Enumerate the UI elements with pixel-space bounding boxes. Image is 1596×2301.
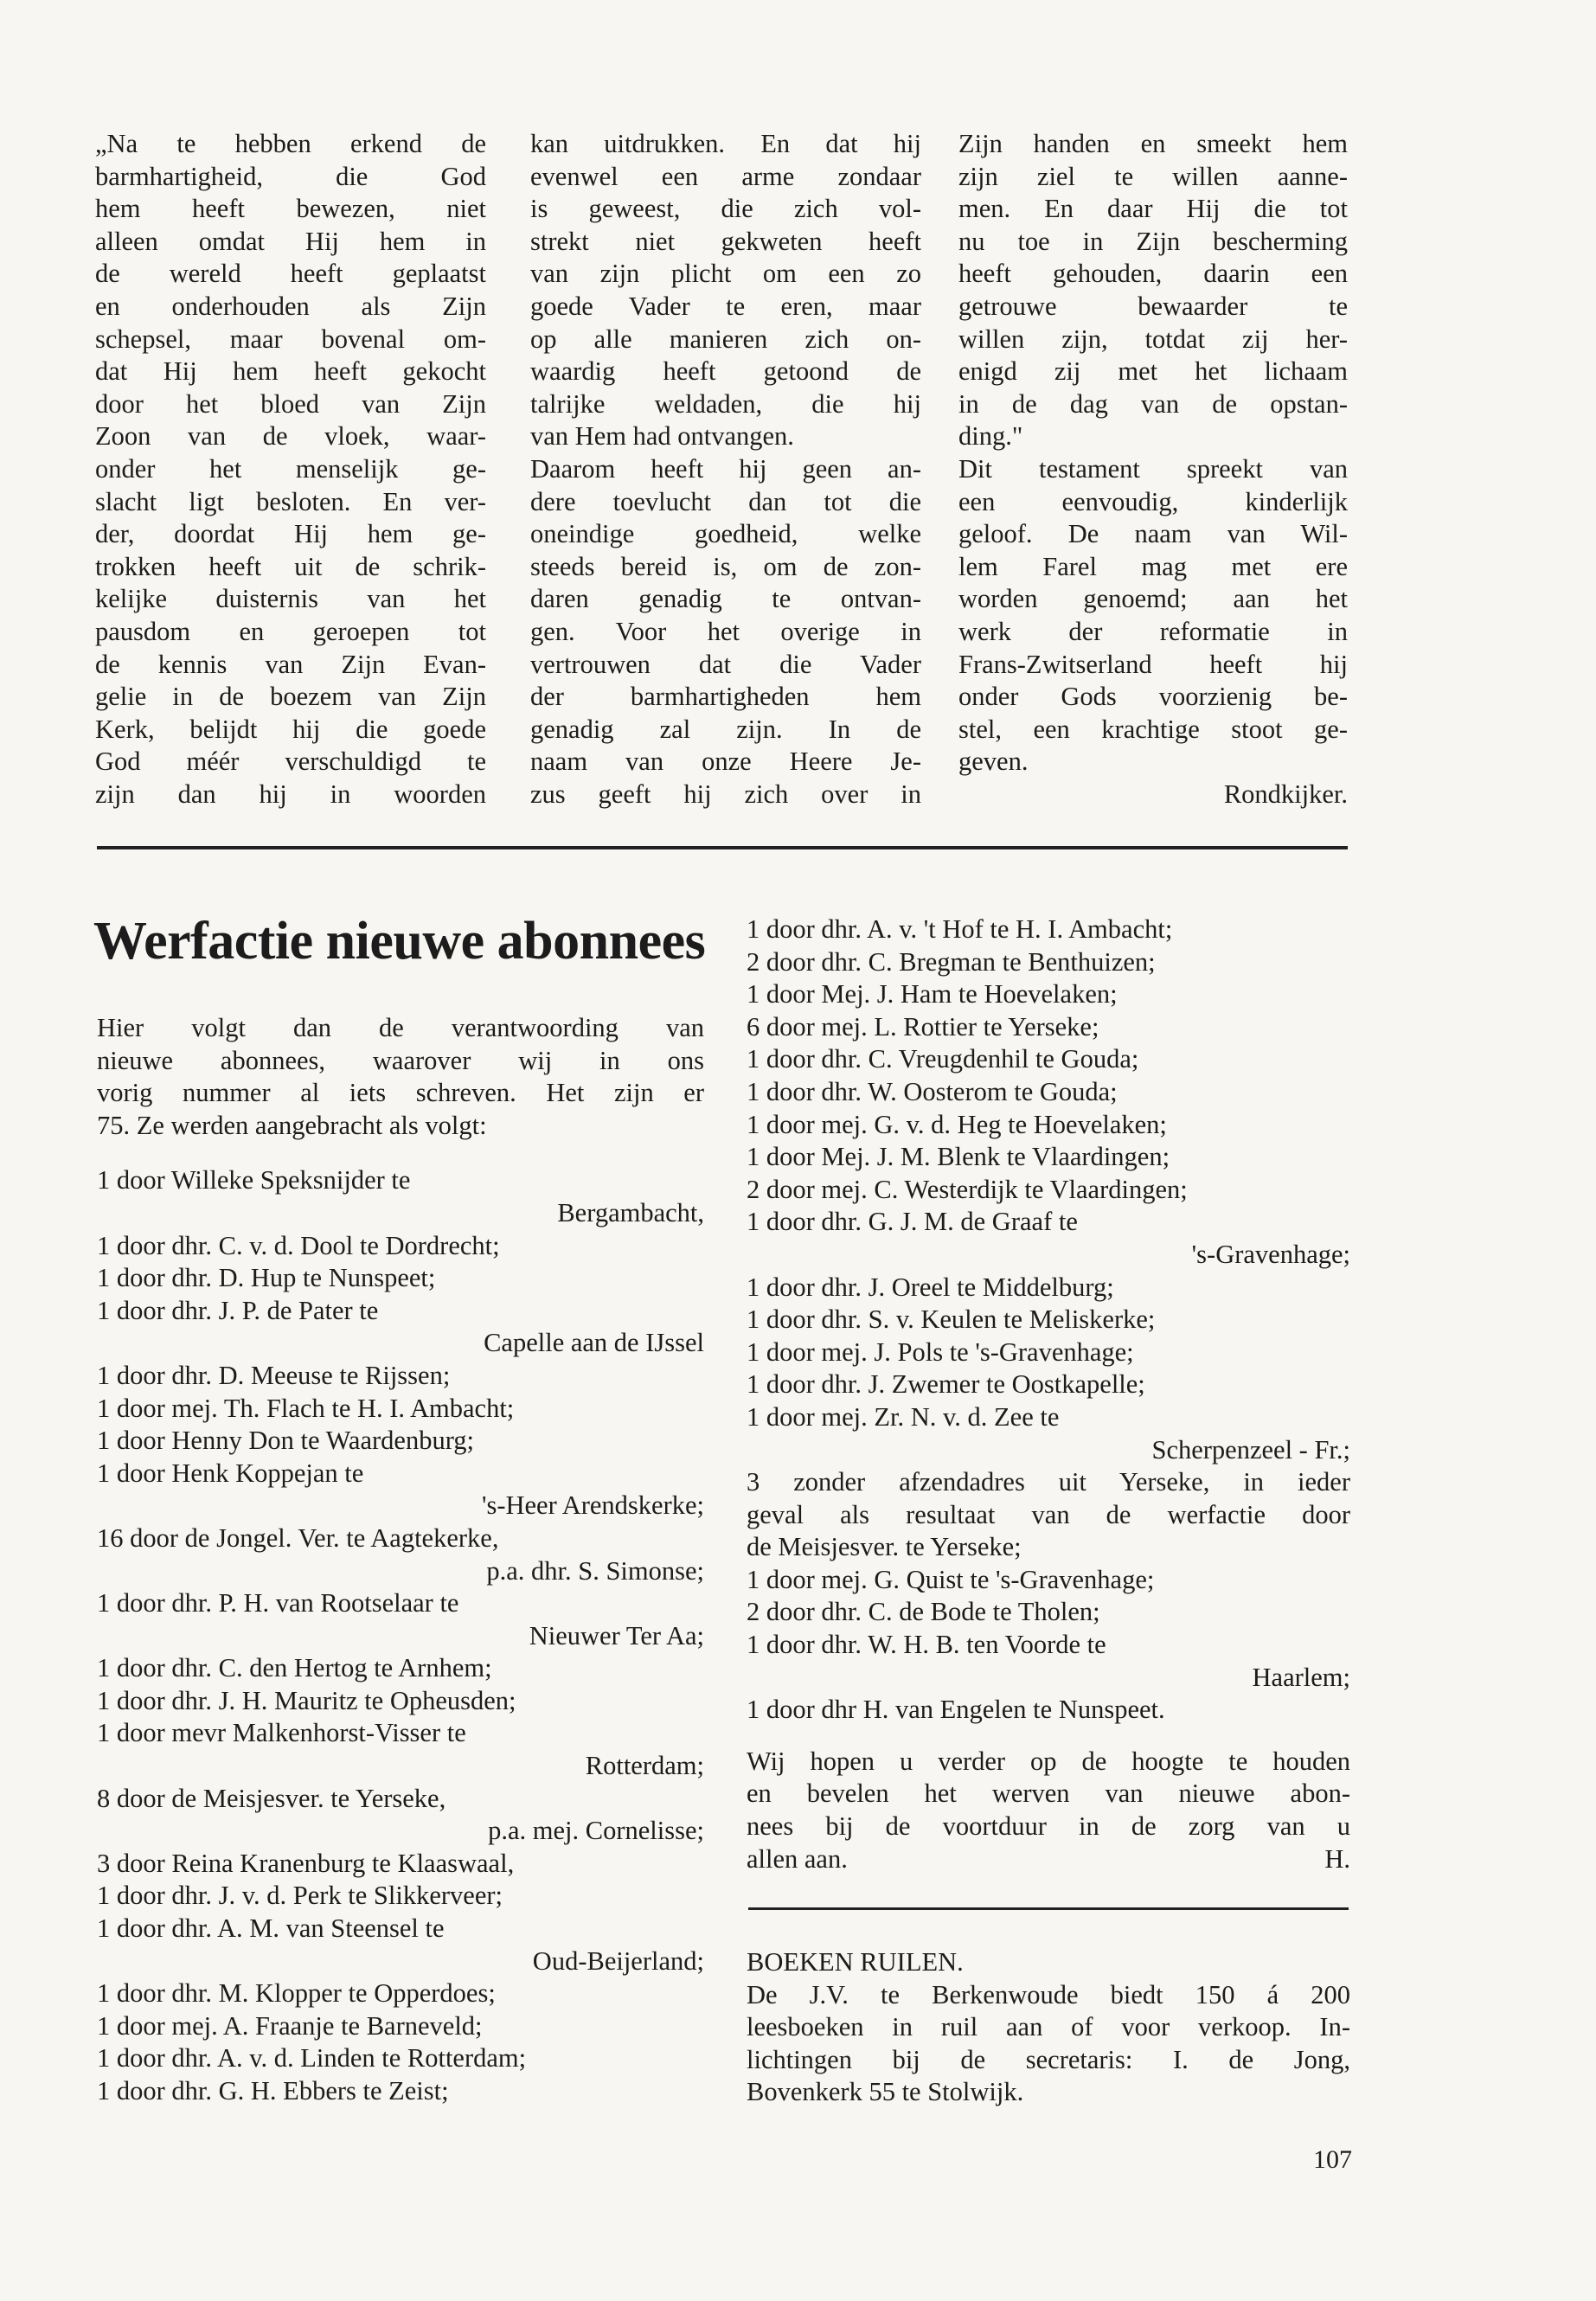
- werfactie-right-column: [747, 913, 1350, 1875]
- article-column-2: [530, 128, 921, 811]
- article-line: strekt niet gekweten heeft: [530, 226, 921, 256]
- article-line: op alle manieren zich on-: [530, 324, 921, 354]
- subscriber-entry: Capelle aan de IJssel: [484, 1328, 704, 1358]
- article-line: Daarom heeft hij geen an-: [530, 453, 921, 484]
- boeken-line: lichtingen bij de secretaris: I. de Jong,: [747, 2044, 1350, 2074]
- subscriber-entry: 1 door dhr. A. v. d. Linden te Rotterdam;: [97, 2043, 527, 2073]
- subscriber-entry: Oud-Beijerland;: [532, 1945, 704, 1976]
- article-line: getrouwe bewaarder te: [958, 291, 1348, 321]
- subscriber-entry: 1 door dhr. J. v. d. Perk te Slikkerveer;: [97, 1881, 503, 1911]
- article-line: dat Hij hem heeft gekocht: [95, 356, 486, 387]
- article-line: nu toe in Zijn bescherming: [958, 226, 1348, 256]
- article-line: is geweest, die zich vol-: [530, 194, 921, 224]
- article-title: Werfactie nieuwe abonnees: [93, 912, 706, 971]
- article-line: door het bloed van Zijn: [95, 388, 486, 419]
- article-signature: Rondkijker.: [1223, 779, 1348, 809]
- subscriber-entry: 1 door dhr. C. den Hertog te Arnhem;: [97, 1653, 492, 1683]
- article-line: lem Farel mag met ere: [958, 551, 1348, 581]
- subscriber-entry: 1 door Henny Don te Waardenburg;: [97, 1426, 475, 1456]
- article-line: genadig zal zijn. In de: [530, 714, 921, 744]
- article-line: geven.: [958, 747, 1029, 777]
- section-divider: [97, 846, 1348, 849]
- article-line: steeds bereid is, om de zon-: [530, 551, 921, 581]
- closing-signature: H.: [1324, 1843, 1350, 1874]
- article-line: een eenvoudig, kinderlijk: [958, 486, 1348, 516]
- article-line: dere toevlucht dan tot die: [530, 486, 921, 516]
- article-line: de kennis van Zijn Evan-: [95, 649, 486, 679]
- boeken-heading: BOEKEN RUILEN.: [747, 1947, 964, 1977]
- article-line: der, doordat Hij hem ge-: [95, 519, 486, 549]
- subscriber-entry: Scherpenzeel - Fr.;: [1151, 1434, 1350, 1465]
- article-line: pausdom en geroepen tot: [95, 616, 486, 646]
- article-line: men. En daar Hij die tot: [958, 194, 1348, 224]
- subscriber-entry: p.a. dhr. S. Simonse;: [486, 1555, 704, 1586]
- article-line: vertrouwen dat die Vader: [530, 649, 921, 679]
- article-line: barmhartigheid, die God: [95, 161, 486, 191]
- subscriber-entry: 1 door dhr. W. H. B. ten Voorde te: [747, 1630, 1106, 1660]
- article-line: van zijn plicht om een zo: [530, 259, 921, 289]
- article-column-1: [95, 128, 486, 811]
- article-line: werk der reformatie in: [958, 616, 1348, 646]
- article-line: waardig heeft getoond de: [530, 356, 921, 387]
- boeken-ruilen-section: [747, 1946, 1350, 2109]
- article-line: gen. Voor het overige in: [530, 616, 921, 646]
- closing-line: en bevelen het werven van nieuwe abon-: [747, 1779, 1350, 1809]
- subscriber-entry: 6 door mej. L. Rottier te Yerseke;: [747, 1011, 1099, 1042]
- subscriber-entry: 1 door dhr. A. M. van Steensel te: [97, 1913, 445, 1944]
- article-line: zijn dan hij in woorden: [95, 779, 486, 809]
- subscriber-entry: 's-Gravenhage;: [1191, 1239, 1350, 1269]
- article-line: Kerk, belijdt hij die goede: [95, 714, 486, 744]
- article-line: alleen omdat Hij hem in: [95, 226, 486, 256]
- subscriber-entry: 2 door mej. C. Westerdijk te Vlaardingen;: [747, 1174, 1188, 1204]
- subscriber-entry: 8 door de Meisjesver. te Yerseke,: [97, 1783, 446, 1813]
- article-line: Frans-Zwitserland heeft hij: [958, 649, 1348, 679]
- boeken-divider: [748, 1907, 1349, 1910]
- article-line: goede Vader te eren, maar: [530, 291, 921, 321]
- subscriber-entry: 3 zonder afzendadres uit Yerseke, in ieder: [747, 1467, 1350, 1497]
- spacer: [97, 1142, 704, 1164]
- article-column-3: [958, 128, 1348, 811]
- boeken-line: leesboeken in ruil aan of voor verkoop. In-: [747, 2012, 1350, 2042]
- subscriber-entry: Rotterdam;: [585, 1751, 704, 1781]
- subscriber-entry: 1 door mej. Th. Flach te H. I. Ambacht;: [97, 1393, 515, 1423]
- boeken-line: Bovenkerk 55 te Stolwijk.: [747, 2077, 1024, 2107]
- article-line: zus geeft hij zich over in: [530, 779, 921, 809]
- article-line: van Hem had ontvangen.: [530, 421, 794, 452]
- subscriber-entry: 3 door Reina Kranenburg te Klaaswaal,: [97, 1848, 515, 1878]
- article-line: Dit testament spreekt van: [958, 453, 1348, 484]
- subscriber-entry: 1 door dhr. G. J. M. de Graaf te: [747, 1207, 1078, 1237]
- subscriber-entry: 1 door Mej. J. Ham te Hoevelaken;: [747, 979, 1118, 1009]
- subscriber-entry: de Meisjesver. te Yerseke;: [747, 1532, 1022, 1562]
- article-line: talrijke weldaden, die hij: [530, 388, 921, 419]
- subscriber-entry: 1 door mej. G. v. d. Heg te Hoevelaken;: [747, 1109, 1167, 1139]
- article-line: onder Gods voorzienig be-: [958, 682, 1348, 712]
- article-line: zijn ziel te willen aanne-: [958, 161, 1348, 191]
- subscriber-entry: 1 door Willeke Speksnijder te: [97, 1165, 411, 1195]
- subscriber-entry: 1 door mej. J. Pols te 's-Gravenhage;: [747, 1336, 1134, 1367]
- article-line: heeft gehouden, daarin een: [958, 259, 1348, 289]
- intro-line: Hier volgt dan de verantwoording van: [97, 1013, 704, 1042]
- article-line: stel, een krachtige stoot ge-: [958, 714, 1348, 744]
- subscriber-entry: Haarlem;: [1252, 1662, 1350, 1692]
- article-line: trokken heeft uit de schrik-: [95, 551, 486, 581]
- subscriber-entry: 1 door Henk Koppejan te: [97, 1458, 364, 1488]
- closing-line: nees bij de voortduur in de zorg van u: [747, 1811, 1350, 1842]
- article-line: kelijke duisternis van het: [95, 584, 486, 614]
- subscriber-entry: 1 door dhr. M. Klopper te Opperdoes;: [97, 1978, 496, 2009]
- article-line: oneindige goedheid, welke: [530, 519, 921, 549]
- subscriber-entry: 16 door de Jongel. Ver. te Aagtekerke,: [97, 1522, 499, 1553]
- article-line: onder het menselijk ge-: [95, 453, 486, 484]
- article-line: slacht ligt besloten. En ver-: [95, 486, 486, 516]
- subscriber-entry: 1 door dhr. C. Vreugdenhil te Gouda;: [747, 1044, 1139, 1074]
- article-line: gelie in de boezem van Zijn: [95, 682, 486, 712]
- subscriber-entry: 1 door dhr. J. Zwemer te Oostkapelle;: [747, 1369, 1145, 1400]
- subscriber-entry: 1 door dhr. S. v. Keulen te Meliskerke;: [747, 1304, 1156, 1335]
- article-line: der barmhartigheden hem: [530, 682, 921, 712]
- subscriber-entry: 1 door mej. A. Fraanje te Barneveld;: [97, 2010, 483, 2041]
- article-line: kan uitdrukken. En dat hij: [530, 129, 921, 158]
- subscriber-entry: 1 door dhr. D. Meeuse te Rijssen;: [97, 1360, 451, 1390]
- closing-line: allen aan.: [747, 1843, 848, 1874]
- article-line: naam van onze Heere Je-: [530, 747, 921, 777]
- article-line: worden genoemd; aan het: [958, 584, 1348, 614]
- article-line: Zijn handen en smeekt hem: [958, 129, 1348, 158]
- subscriber-entry: 1 door mej. G. Quist te 's-Gravenhage;: [747, 1564, 1155, 1594]
- article-line: willen zijn, totdat zij her-: [958, 324, 1348, 354]
- article-line: enigd zij met het lichaam: [958, 356, 1348, 387]
- closing-last-line: [747, 1843, 1350, 1876]
- subscriber-entry: 1 door mej. Zr. N. v. d. Zee te: [747, 1401, 1060, 1432]
- article-line: geloof. De naam van Wil-: [958, 519, 1348, 549]
- subscriber-entry: 1 door dhr. P. H. van Rootselaar te: [97, 1588, 459, 1618]
- article-line: evenwel een arme zondaar: [530, 161, 921, 191]
- subscriber-entry: 2 door dhr. C. de Bode te Tholen;: [747, 1597, 1100, 1627]
- subscriber-entry: Bergambacht,: [557, 1197, 704, 1227]
- subscriber-entry: 1 door dhr H. van Engelen te Nunspeet.: [747, 1695, 1165, 1725]
- page-number: 107: [1313, 2145, 1352, 2174]
- article-line: daren genadig te ontvan-: [530, 584, 921, 614]
- spacer: [747, 1727, 1350, 1746]
- intro-line: vorig nummer al iets schreven. Het zijn er: [97, 1078, 704, 1108]
- subscriber-entry: 1 door dhr. J. P. de Pater te: [97, 1295, 379, 1325]
- article-line: schepsel, maar bovenal om-: [95, 324, 486, 354]
- intro-line: 75. Ze werden aangebracht als volgt:: [97, 1110, 487, 1140]
- article-line: en onderhouden als Zijn: [95, 291, 486, 321]
- subscriber-entry: 1 door dhr. A. v. 't Hof te H. I. Ambacht;: [747, 914, 1173, 944]
- article-line: de wereld heeft geplaatst: [95, 259, 486, 289]
- article-line: hem heeft bewezen, niet: [95, 194, 486, 224]
- boeken-line: De J.V. te Berkenwoude biedt 150 á 200: [747, 1979, 1350, 2009]
- article-line: in de dag van de opstan-: [958, 388, 1348, 419]
- intro-line: nieuwe abonnees, waarover wij in ons: [97, 1045, 704, 1075]
- subscriber-entry: 1 door dhr. D. Hup te Nunspeet;: [97, 1263, 436, 1293]
- subscriber-entry: 2 door dhr. C. Bregman te Benthuizen;: [747, 946, 1156, 977]
- werfactie-left-column: [97, 1012, 704, 2108]
- subscriber-entry: p.a. mej. Cornelisse;: [488, 1816, 704, 1846]
- subscriber-entry: 1 door Mej. J. M. Blenk te Vlaardingen;: [747, 1142, 1170, 1172]
- subscriber-entry: 's-Heer Arendskerke;: [481, 1490, 704, 1521]
- subscriber-entry: 1 door dhr. W. Oosterom te Gouda;: [747, 1076, 1118, 1106]
- subscriber-entry: 1 door dhr. C. v. d. Dool te Dordrecht;: [97, 1230, 500, 1260]
- subscriber-entry: 1 door dhr. J. H. Mauritz te Opheusden;: [97, 1685, 516, 1715]
- subscriber-entry: 1 door dhr. G. H. Ebbers te Zeist;: [97, 2076, 449, 2106]
- subscriber-entry: 1 door dhr. J. Oreel te Middelburg;: [747, 1272, 1114, 1302]
- subscriber-entry: Nieuwer Ter Aa;: [529, 1620, 704, 1650]
- subscriber-entry: geval als resultaat van de werfactie door: [747, 1499, 1350, 1529]
- article-line: Zoon van de vloek, waar-: [95, 421, 486, 452]
- article-line: „Na te hebben erkend de: [95, 129, 486, 158]
- article-line: God méér verschuldigd te: [95, 747, 486, 777]
- subscriber-entry: 1 door mevr Malkenhorst-Visser te: [97, 1718, 466, 1748]
- closing-line: Wij hopen u verder op de hoogte te houden: [747, 1746, 1350, 1776]
- article-line: ding.": [958, 421, 1023, 452]
